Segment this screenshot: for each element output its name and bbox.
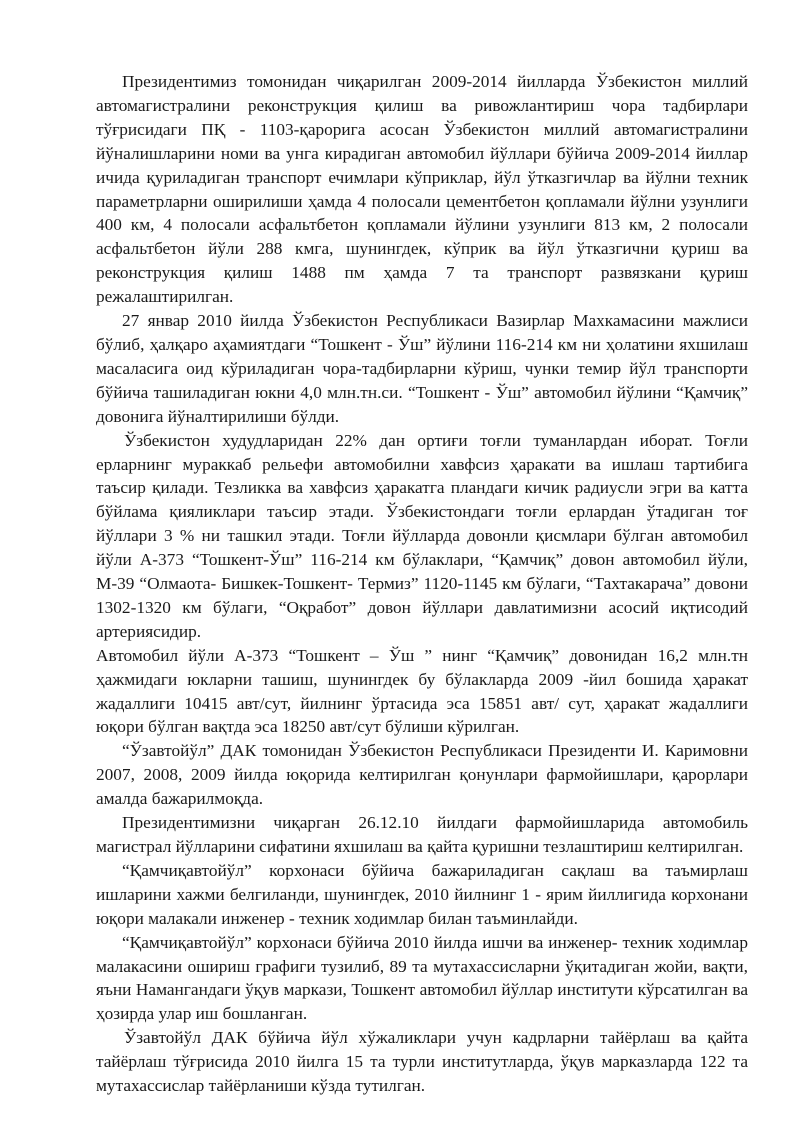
paragraph-uzavtoyul-orders: “Ўзавтойўл” ДАК томонидан Ўзбекистон Республикаси Президенти И. Каримовни 2007, 2008, 2009 йилда юқорида келтирилган қонунлари фармойишлари, қарорлари амалда бажарилмоқда.: [96, 741, 748, 809]
document-body: [96, 70, 748, 1098]
paragraph-maintenance-volume: “Қамчиқавтойўл” корхонаси бўйича бажариладиган сақлаш ва таъмирлаш ишларини хажми белгиланди, шунингдек, 2010 йилнинг 1 - ярим йиллигида корхонани юқори малакали инженер - техник ходимлар билан таъминлайди.: [96, 860, 748, 928]
paragraph-cabinet-meeting: 27 январ 2010 йилда Ўзбекистон Республикаси Вазирлар Махкамасини мажлиси бўлиб, ҳалқаро аҳамиятдаги “Тошкент - Ўш” йўлини 116-214 км ни ҳолатини яхшилаш масаласига оид кўриладиган чора-тадбирларни кўриш, чунки темир йўл транспорти бўйича ташиладиган юкни 4,0 млн.тн.си. “Тошкент - Ўш” автомобил йўлини “Қамчиқ” довонига йўналтирилиши бўлди.: [96, 311, 748, 426]
paragraph-mountain-roads: Ўзбекистон худудларидан 22% дан ортиғи тоғли туманлардан иборат. Тоғли ерларнинг мураккаб рельефи автомобилни хавфсиз ҳаракати ва ишлаш тартибига таъсир қилади. Тезликка ва хавфсиз ҳаракатга пландаги кичик радиусли эгри ва катта бўйлама қияликлари таъсир этади. Ўзбекистондаги тоғли ерлардан ўтадиган тоғ йўллари 3 % ни ташкил этади. Тоғли йўлларда довонли қисмлари бўлган автомобил йўли А-373 “Тошкент-Ўш” 116-214 км бўлаклари, “Қамчиқ” довон автомобил йўли, М-39 “Олмаота- Бишкек-Тошкент- Термиз” 1120-1145 км бўлаги, “Тахтакарача” довони 1302-1320 км бўлаги, “Оқработ” довон йўллари давлатимизни асосий иқтисодий артериясидир.: [96, 430, 748, 641]
paragraph-traffic-volume: Автомобил йўли А-373 “Тошкент – Ўш ” нинг “Қамчиқ” довонидан 16,2 млн.тн ҳажмидаги юкларни ташиш, шунингдек бу бўлакларда 2009 -йил бошида ҳаракат жадаллиги 10415 авт/сут, йилнинг ўртасида эса 15851 авт/ сут, ҳаракат жадаллиги юқори бўлган вақтда эса 18250 авт/сут бўлиши кўрилган.: [96, 645, 748, 737]
paragraph-staff-training: “Қамчиқавтойўл” корхонаси бўйича 2010 йилда ишчи ва инженер- техник ходимлар малакасини ошириш графиги тузилиб, 89 та мутахассисларни ўқитадиган жойи, вақти, яъни Намангандаги ўқув маркази, Тошкент автомобил йўллар институти кўрсатилган ва ҳозирда улар иш бошланган.: [96, 932, 748, 1024]
paragraph-presidential-decree: Президентимиз томонидан чиқарилган 2009-2014 йилларда Ўзбекистон миллий автомагистралини реконструкция қилиш ва ривожлантириш чора тадбирлари тўғрисидаги ПҚ - 1103-қарорига асосан Ўзбекистон миллий автомагистралини йўналишларини номи ва унга кирадиган автомобил йўллари бўйича 2009-2014 йиллар ичида қуриладиган транспорт ечимлари кўприклар, йўл ўтказгичлар ва йўлни техник параметрларни оширилиши ҳамда 4 полосали цементбетон қопламали йўлни узунлиги 400 км, 4 полосали асфальтбетон қопламали йўлини узунлиги 813 км, 2 полосали асфальтбетон йўли 288 кмга, шунингдек, кўприк ва йўл ўтказгични қуриш ва реконструкция қилиш 1488 пм ҳамда 7 та транспорт развязкани қуриш режалаштирилган.: [96, 72, 748, 307]
paragraph-decree-2010: Президентимизни чиқарган 26.12.10 йилдаги фармойишларида автомобиль магистрал йўлларини сифатини яхшилаш ва қайта қуришни тезлаштириш келтирилган.: [96, 813, 748, 856]
paragraph-specialists-training: Ўзавтойўл ДАК бўйича йўл хўжаликлари учун кадрларни тайёрлаш ва қайта тайёрлаш тўғрисида 2010 йилга 15 та турли институтларда, ўқув марказларда 122 та мутахассислар тайёрланиши кўзда тутилган.: [96, 1028, 748, 1096]
